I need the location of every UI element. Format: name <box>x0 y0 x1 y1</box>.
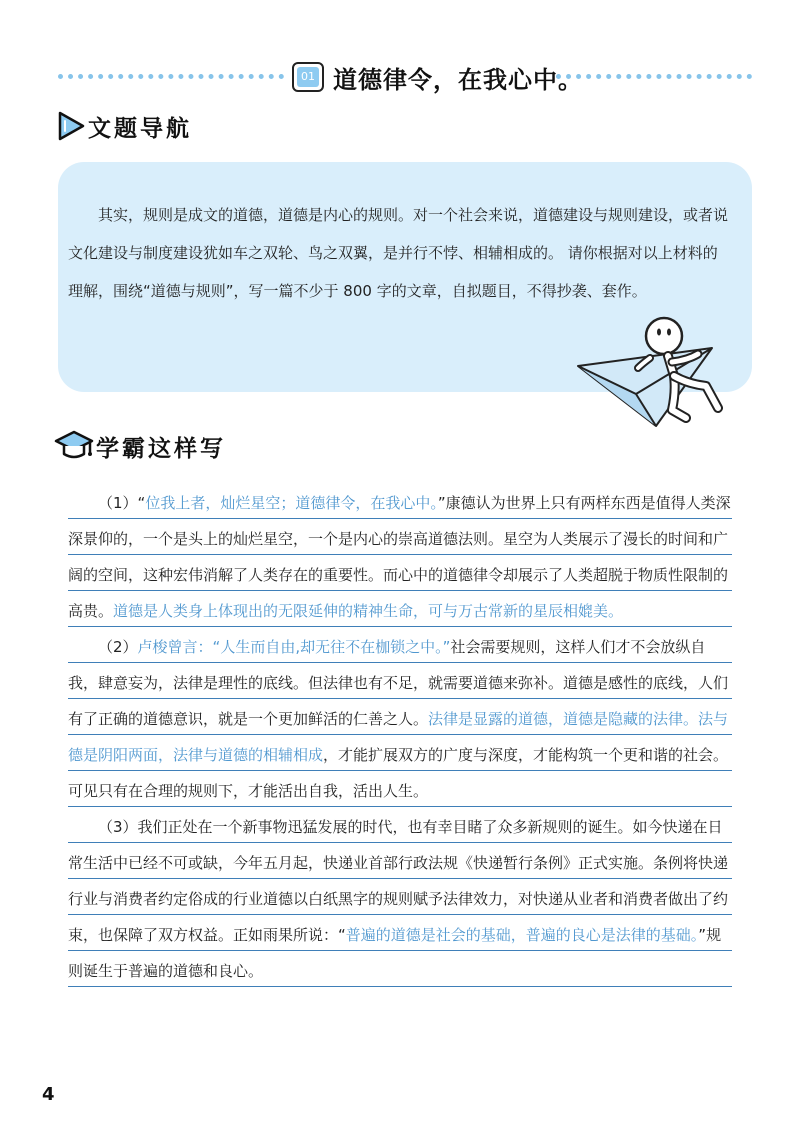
page-number: 4 <box>42 1084 55 1105</box>
essay-paragraph-2 <box>68 629 732 809</box>
text-run: 社会需要规则，这样人们才不会放纵自我，肆意妄为，法律是理性的底线。但法律也有不足，就需要道德来弥补。道德是感性的底线，人们有了正确的道德意识，就是一个更加鲜活的仁善之人。 <box>68 638 729 728</box>
chapter-number: 01 <box>297 67 319 87</box>
essay-paragraph-1 <box>68 485 732 629</box>
play-triangle-icon <box>56 110 86 142</box>
graduation-cap-icon <box>54 428 94 462</box>
section-title-prompt: 文题导航 <box>88 115 192 142</box>
chapter-title: 道德律令，在我心中。 <box>333 65 583 94</box>
essay-body <box>68 485 732 989</box>
header-dots-right <box>556 74 752 79</box>
text-run: （1）“ <box>98 494 146 512</box>
chapter-badge <box>292 62 324 92</box>
text-run: ”康德认为世界上只有两样东西是值得人类深深景仰的，一个是头上的灿烂星空，一个是内心的崇高道德法则。星空为人类展示了漫长的时间和广阔的空间，这种宏伟消解了人类存在的重要性。而心中的道德律令却展示了人类超脱于物质性限制的高贵。 <box>68 494 731 620</box>
paper-plane-figure-icon <box>576 314 726 432</box>
text-run: ，才能扩展双方的广度与深度，才能构筑一个更和谐的社会。可见只有在合理的规则下，才能活出自我，活出人生。 <box>68 746 729 800</box>
text-run: （2） <box>98 638 138 656</box>
text-run: （3）我们正处在一个新事物迅猛发展的时代，也有幸目睹了众多新规则的诞生。如今快递在日常生活中已经不可或缺，今年五月起，快递业首部行政法规《快递暂行条例》正式实施。条例将快递行业与消费者约定俗成的行业道德以白纸黑字的规则赋予法律效力，对快递从业者和消费者做出了约束，也保障了双方权益。正如雨果所说：“ <box>68 818 729 944</box>
highlight-sentence: 法律是显露的道德，道德是隐藏的法律。法与德是阴阳两面，法律与道德的相辅相成 <box>68 710 729 764</box>
text-run: ”规则诞生于普遍的道德和良心。 <box>68 926 722 980</box>
highlight-quote: 卢梭曾言：“人生而自由,却无往不在枷锁之中。” <box>137 638 451 656</box>
header-dots-left <box>58 74 284 79</box>
highlight-sentence: 道德是人类身上体现出的无限延伸的精神生命，可与万古常新的星辰相媲美。 <box>113 602 624 620</box>
section-title-example: 学霸这样写 <box>96 435 226 462</box>
highlight-quote: 位我上者，灿烂星空；道德律令，在我心中。 <box>145 494 438 512</box>
highlight-quote: 普遍的道德是社会的基础，普遍的良心是法律的基础。 <box>345 926 699 944</box>
prompt-text: 其实，规则是成文的道德，道德是内心的规则。对一个社会来说，道德建设与规则建设，或者说文化建设与制度建设犹如车之双轮、鸟之双翼，是并行不悖、相辅相成的。 请你根据对以上材料的理解，围绕“道德与规则”，写一篇不少于 800 字的文章，自拟题目，不得抄袭、套作。 <box>68 206 729 300</box>
essay-paragraph-3 <box>68 809 732 989</box>
